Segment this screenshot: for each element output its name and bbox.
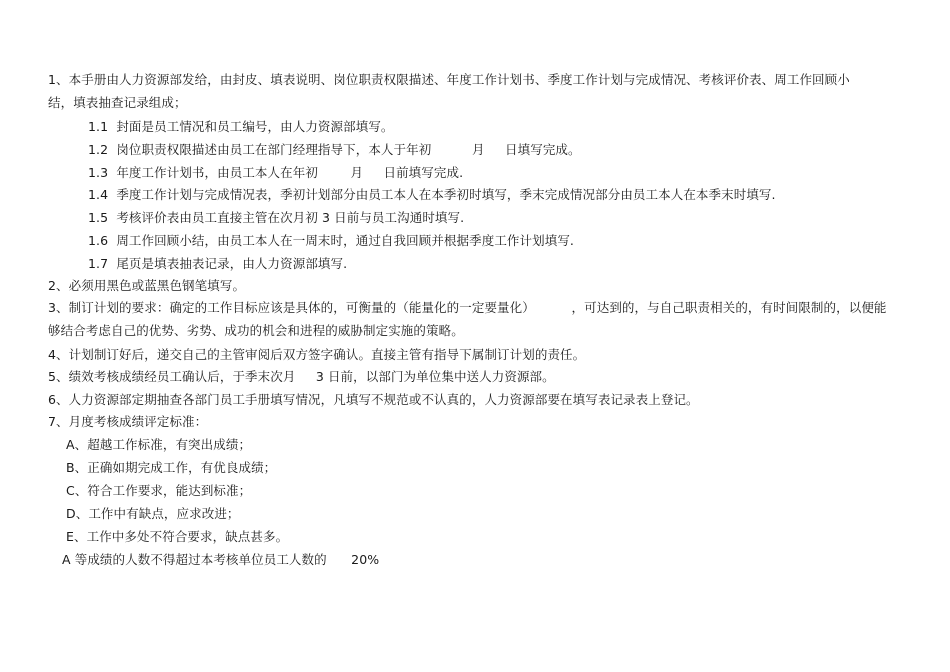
item-1-line-2: 结，填表抽查记录组成； <box>48 95 187 110</box>
item-1-1: 1.1 封面是员工情况和员工编号，由人力资源部填写。 <box>88 119 394 134</box>
item-3-line-2: 够结合考虑自己的优势、劣势、成功的机会和进程的威胁制定实施的策略。 <box>48 323 464 338</box>
item-1-7: 1.7 尾页是填表抽表记录，由人力资源部填写. <box>88 256 348 271</box>
grade-e: E、工作中多处不符合要求，缺点甚多。 <box>66 529 289 544</box>
item-3-line-1: 3、制订计划的要求：确定的工作目标应该是具体的，可衡量的（能量化的一定要量化） ，可达到的，与自己职责相关的，有时间限制的，以便能 <box>48 300 887 315</box>
item-4: 4、计划制订好后，递交自己的主管审阅后双方签字确认。直接主管有指导下属制订计划的责任。 <box>48 347 586 362</box>
grade-a: A、超越工作标准，有突出成绩； <box>66 437 252 452</box>
item-1-6: 1.6 周工作回顾小结，由员工本人在一周末时，通过自我回顾并根据季度工作计划填写. <box>88 233 575 248</box>
item-6: 6、人力资源部定期抽查各部门员工手册填写情况，凡填写不规范或不认真的，人力资源部要在填写表记录表上登记。 <box>48 392 699 407</box>
item-1-2: 1.2 岗位职责权限描述由员工在部门经理指导下，本人于年初 月 日填写完成。 <box>88 142 581 157</box>
item-2: 2、必须用黑色或蓝黑色钢笔填写。 <box>48 278 246 293</box>
grade-c: C、符合工作要求，能达到标准； <box>66 483 252 498</box>
grade-d: D、工作中有缺点，应求改进； <box>66 506 240 521</box>
item-1-5: 1.5 考核评价表由员工直接主管在次月初 3 日前与员工沟通时填写. <box>88 210 465 225</box>
grade-a-limit-note: A 等成绩的人数不得超过本考核单位员工人数的 20% <box>62 552 380 567</box>
item-1-line-1: 1、本手册由人力资源部发给，由封皮、填表说明、岗位职责权限描述、年度工作计划书、季度工作计划与完成情况、考核评价表、周工作回顾小 <box>48 72 850 87</box>
item-1-3: 1.3 年度工作计划书，由员工本人在年初 月 日前填写完成. <box>88 165 464 180</box>
grade-b: B、正确如期完成工作，有优良成绩； <box>66 460 277 475</box>
item-5: 5、绩效考核成绩经员工确认后，于季末次月 3 日前，以部门为单位集中送人力资源部。 <box>48 369 555 384</box>
item-1-4: 1.4 季度工作计划与完成情况表，季初计划部分由员工本人在本季初时填写，季末完成情况部分由员工本人在本季末时填写. <box>88 187 776 202</box>
item-7: 7、月度考核成绩评定标准： <box>48 414 208 429</box>
